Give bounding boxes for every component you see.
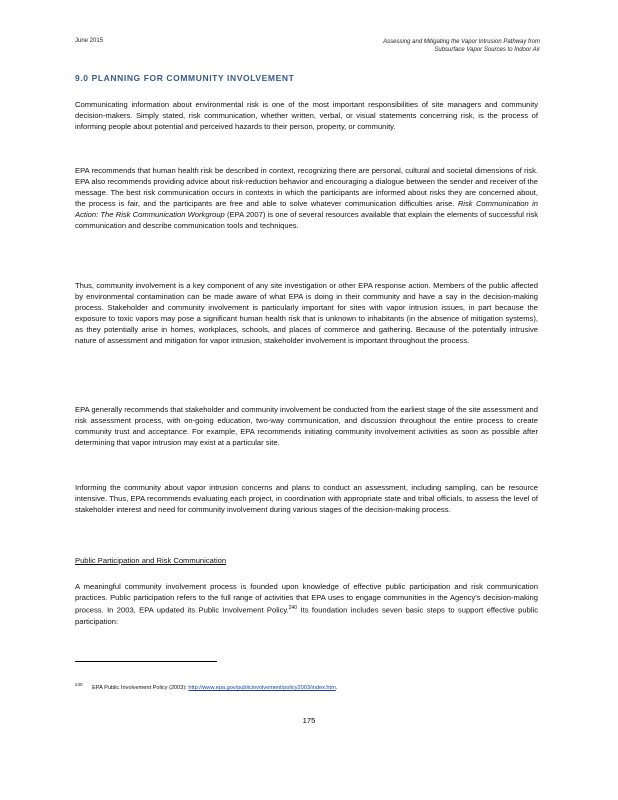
footnote-tail: . [335,684,338,691]
footnote-divider [75,661,217,662]
page-number: 175 [302,716,316,725]
paragraph-6 [75,581,538,627]
paragraph-5: Informing the community about vapor intrusion concerns and plans to conduct an assessment, including sampling, can be resource intensive. Thus, EPA recommends evaluating each project, in coordination with appropriate state and tribal officials, to assess the level of stakeholder interest and need for community involvement during various stages of the decision-making process. [75,483,538,514]
paragraph-6-part-b: Its foundation includes seven basic steps to support effective public participation: [75,605,538,626]
paragraph-2-part-b: (EPA 2007) is one of several resources available that explain the elements of successful risk communication and describe communication tools and techniques. [75,210,538,230]
paragraph-6-part-a: A meaningful community involvement process is founded upon knowledge of effective public participation and risk communication practices. Public participation refers to the full range of activities that EPA uses to engage communities in the Agency's decision-making process. In 2003, EPA updated its Public Involvement Policy. [75,582,538,615]
paragraph-2-part-a: EPA recommends that human health risk be described in context, recognizing there are personal, cultural and societal dimensions of risk. EPA also recommends providing advice about risk-reduction behavior and encouraging a dialogue between the sender and receiver of the message. The best risk communication occurs in contexts in which the participants are informed about risks they are concerned about, the process is fair, and the participants are free and able to solve whatever communication difficulties arise. [75,166,538,208]
paragraph-3: Thus, community involvement is a key component of any site investigation or other EPA response action. Members of the public affected by environmental contamination can be made aware of what EPA is doing in their community and have a say in the decision-making process. Stakeholder and community involvement is particularly important for sites with vapor intrusion issues, in part because the exposure to toxic vapors may pose a significant human health risk that is unknown to inhabitants (in the absence of mitigation systems), as they potentially arise in homes, workplaces, schools, and places of commerce and gathering. Because of the potentially intrusive nature of assessment and mitigation for vapor intrusion, stakeholder involvement is important throughout the process. [75,281,538,345]
footnote-text: EPA Public Involvement Policy (2003): [92,684,187,691]
paragraph-2-italic-title: Risk Communication in Action: The Risk Communication Workgroup [75,199,538,219]
section-title: 9.0 PLANNING FOR COMMUNITY INVOLVEMENT [75,73,295,83]
footnote-reference: 240 [288,605,298,611]
header-title-line1: Assessing and Mitigating the Vapor Intrusion Pathway from [383,39,540,45]
header-date: June 2015 [75,38,104,44]
footnote-number: 240 [75,682,83,687]
paragraph-4: EPA generally recommends that stakeholder and community involvement be conducted from the earliest stage of the site assessment and risk assessment process, with on-going education, two-way communication, and discussion throughout the entire process to create community trust and acceptance. For example, EPA recommends initiating community involvement activities as soon as possible after determining that vapor intrusion may exist at a particular site. [75,405,538,447]
footnote-link[interactable]: http://www.epa.gov/publicinvolvement/policy2003/index.htm [188,684,336,691]
footnote [75,682,538,691]
paragraph-2 [75,165,538,231]
header-title [383,38,540,54]
header-title-line2: Subsurface Vapor Sources to Indoor Air [434,47,540,53]
paragraph-1: Communicating information about environmental risk is one of the most important responsibilities of site managers and community decision-makers. Simply stated, risk communication, whether written, verbal, or visual statements concerning risk, is the process of informing people about potential and perceived hazards to their person, property, or community. [75,100,538,131]
subheading-public-participation: Public Participation and Risk Communication [75,556,227,565]
